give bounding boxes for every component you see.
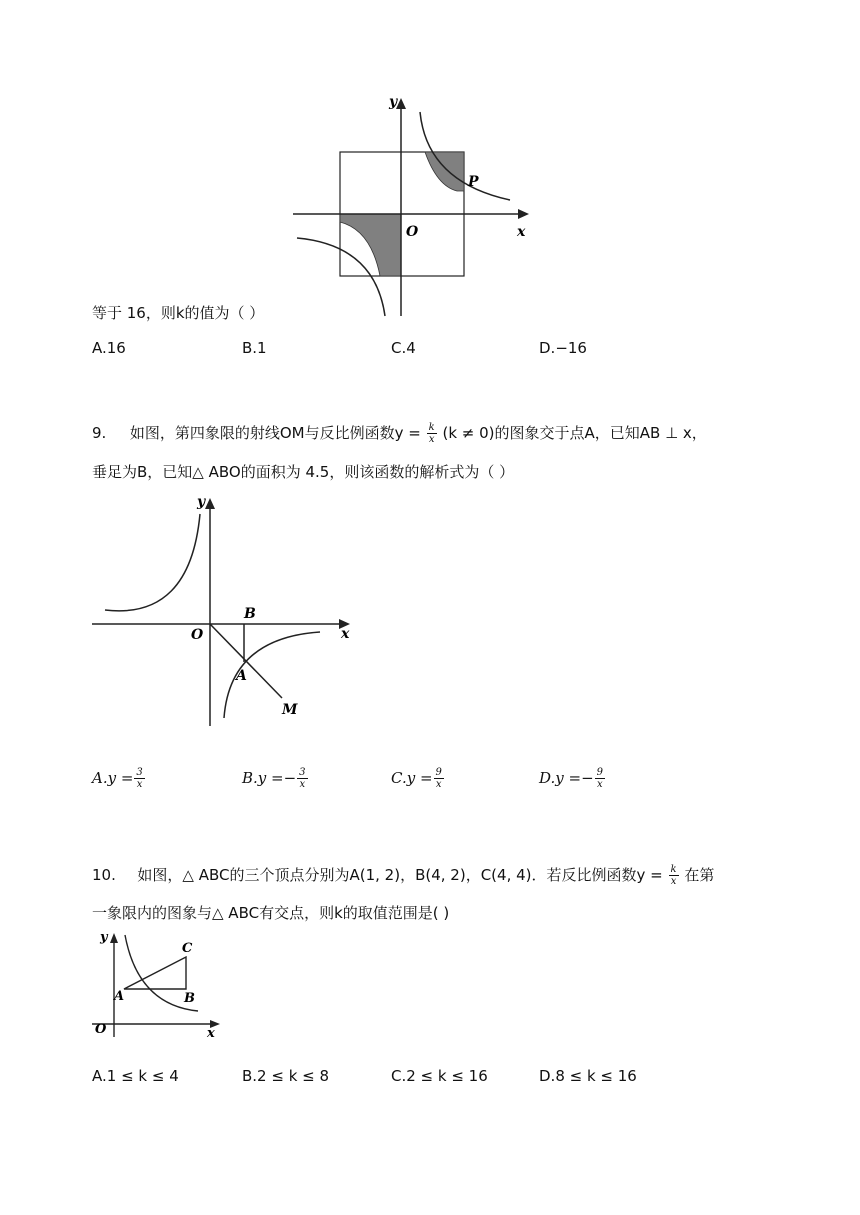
q10-stem-part-2: 在第 <box>684 866 715 884</box>
q10-stem-line-2: 一象限内的图象与△ ABC有交点，则k的取值范围是( ) <box>92 904 450 922</box>
q9-stem-line-1 <box>92 422 707 445</box>
q8-stem-tail: 等于 16，则k的值为（ ） <box>92 304 265 322</box>
q10-c-label: C <box>182 941 193 956</box>
q9-option-c[interactable]: C.y = $\frac{9}{x}$ <box>391 767 442 790</box>
q10-stem-part-1: 如图，△ ABC的三个顶点分别为A(1, 2)，B(4, 2)，C(4, 4)．若反比例函数y = <box>137 866 663 884</box>
q10-a-label: A <box>114 989 125 1004</box>
q9-ray-om <box>210 624 282 698</box>
q10-option-b[interactable]: B.2 ≤ k ≤ 8 <box>242 1067 330 1085</box>
q8-origin-label: O <box>406 224 419 240</box>
q10-number: 10. <box>92 866 116 884</box>
q10-option-c[interactable]: C.2 ≤ k ≤ 16 <box>391 1067 488 1085</box>
q9-a-label: A <box>236 668 247 684</box>
q10-stem-line-1 <box>92 864 714 887</box>
q9-number: 9. <box>92 424 107 442</box>
q10-b-label: B <box>184 991 195 1006</box>
q8-p-label: P <box>468 174 479 190</box>
q8-option-c[interactable]: C.4 <box>391 339 416 357</box>
q8-option-a[interactable]: A.16 <box>92 339 126 357</box>
q8-shaded-third-quadrant <box>340 214 401 276</box>
q8-figure <box>285 90 535 322</box>
q10-stem-fraction: $\frac{k}{x}$ <box>670 864 677 887</box>
q9-y-arrow <box>205 498 215 509</box>
q9-option-a[interactable]: A.y = $\frac{3}{x}$ <box>92 767 143 790</box>
q8-x-arrow <box>518 209 529 219</box>
q9-origin-label: O <box>191 627 204 643</box>
q9-stem-part-1: 如图，第四象限的射线OM与反比例函数y = <box>129 424 421 442</box>
q8-option-d[interactable]: D.−16 <box>539 339 587 357</box>
q10-x-label: x <box>207 1026 215 1041</box>
q8-y-arrow <box>396 98 406 109</box>
q10-option-d[interactable]: D.8 ≤ k ≤ 16 <box>539 1067 637 1085</box>
q8-x-label: x <box>517 224 526 240</box>
q10-y-label: y <box>100 930 108 945</box>
q9-figure <box>90 490 360 732</box>
q9-stem-fraction: $\frac{k}{x}$ <box>428 422 435 445</box>
q8-y-label: y <box>389 94 398 110</box>
q9-x-label: x <box>341 626 350 642</box>
q10-figure <box>90 925 225 1043</box>
q9-stem-part-2: (k ≠ 0)的图象交于点A，已知AB ⊥ x， <box>442 424 707 442</box>
q9-hyperbola-branch-2 <box>105 514 200 611</box>
q8-option-b[interactable]: B.1 <box>242 339 267 357</box>
q10-origin-label: O <box>95 1022 107 1037</box>
q9-option-b[interactable]: B.y =− $\frac{3}{x}$ <box>242 767 306 790</box>
q9-y-label: y <box>197 494 206 510</box>
q9-m-label: M <box>282 702 298 718</box>
q9-b-label: B <box>244 606 256 622</box>
q9-option-d[interactable]: D.y =− $\frac{9}{x}$ <box>539 767 604 790</box>
q10-y-arrow <box>110 933 118 943</box>
q10-option-a[interactable]: A.1 ≤ k ≤ 4 <box>92 1067 179 1085</box>
q8-shaded-first-quadrant <box>425 152 464 191</box>
q9-stem-line-2: 垂足为B，已知△ ABO的面积为 4.5，则该函数的解析式为（ ） <box>92 463 515 481</box>
